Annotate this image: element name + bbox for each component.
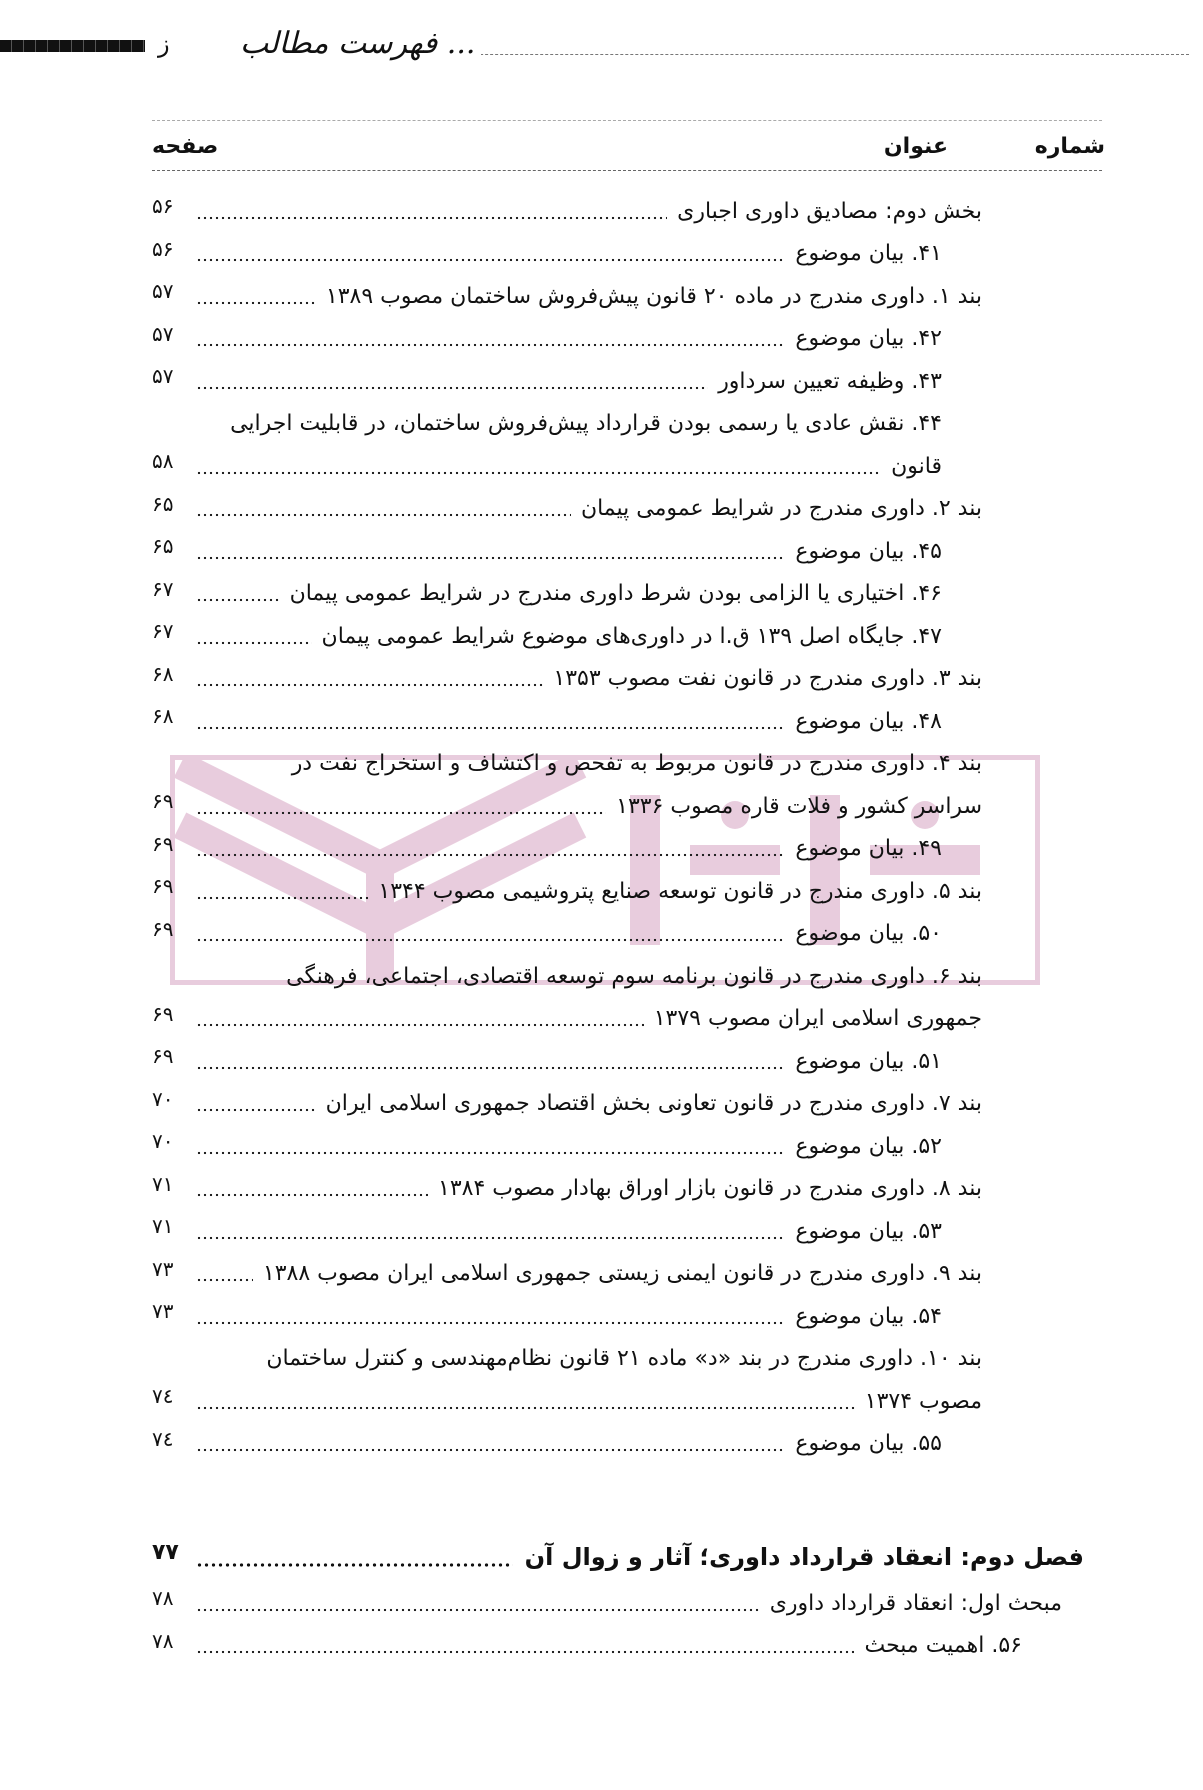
entry-page-number: ۵۸ [152,449,174,474]
column-title: عنوان [883,134,948,159]
entry-page-number: ۶۹ [152,874,174,899]
dot-leader [196,512,571,518]
dot-leader [196,1405,855,1411]
entry-title: جمهوری اسلامی ایران مصوب ۱۳۷۹ [653,1006,982,1032]
toc-entry[interactable] [152,1168,982,1211]
chapter-page-number: ۷۷ [152,1539,179,1565]
entry-page-number: ۷۱ [152,1171,174,1196]
entry-title: بند ۲. داوری مندرج در شرایط عمومی پیمان [580,496,982,522]
toc-entry[interactable] [152,1338,982,1381]
entry-page-number: ۵۷ [152,321,174,346]
entry-title: ۴۷. جایگاه اصل ۱۳۹ ق.ا در داوری‌های موضوع شرایط عمومی پیمان [321,623,942,649]
dot-leader [196,597,280,603]
toc-entry[interactable] [152,870,982,913]
entry-page-number: ۵۶ [152,236,174,261]
entry-page-number: ۷۱ [152,1214,174,1239]
entry-page-number: ۶۵ [152,491,174,516]
entry-title: سراسر کشور و فلات قاره مصوب ۱۳۳۶ [616,793,982,819]
entry-title: مبحث اول: انعقاد قرارداد داوری [769,1590,1062,1616]
dot-leader [196,342,785,348]
entry-title: ۵۵. بیان موضوع [795,1431,942,1457]
dot-leader [196,895,368,901]
toc-entry[interactable] [152,573,982,616]
running-title: ... فهرست مطالب [234,26,481,61]
entry-title: ۵۶. اهمیت مبحث [864,1633,1022,1659]
entry-title: ۴۳. وظیفه تعیین سرداور [718,368,942,394]
toc-entry[interactable] [152,1423,982,1466]
dot-leader [196,1235,785,1241]
dot-leader [196,1607,760,1613]
column-number: شماره [1034,134,1105,159]
toc-entry[interactable] [152,403,982,446]
entry-title: ۴۸. بیان موضوع [795,708,942,734]
dot-leader [196,1562,513,1568]
toc-entry[interactable] [152,913,982,956]
dot-leader [196,470,881,476]
entry-title: ۵۱. بیان موضوع [795,1048,942,1074]
entry-title: ۴۱. بیان موضوع [795,241,942,267]
entry-page-number: ۶۹ [152,1044,174,1069]
toc-entries [152,190,982,1465]
running-header [0,28,1203,68]
dot-leader [196,257,785,263]
toc-entry[interactable] [152,1040,982,1083]
dot-leader [196,682,543,688]
entry-title: بند ۵. داوری مندرج در قانون توسعه صنایع پتروشیمی مصوب ۱۳۴۴ [378,878,982,904]
header-rule [400,54,1189,55]
entry-page-number: ۷۳ [152,1299,174,1324]
entry-page-number: ۶۸ [152,661,174,686]
entry-page-number: ۷۰ [152,1129,174,1154]
dot-leader [196,385,708,391]
toc-entry[interactable] [152,275,982,318]
toc-entry[interactable] [152,530,982,573]
header-divider [152,170,1102,171]
entry-page-number: ۵۷ [152,279,174,304]
toc-entry[interactable] [152,1625,1062,1668]
entry-title: ۴۴. نقش عادی یا رسمی بودن قرارداد پیش‌فروش ساختمان، در قابلیت اجرایی [230,411,942,437]
dot-leader [196,1649,854,1655]
chapter-title: فصل دوم: انعقاد قرارداد داوری؛ آثار و زوال آن [524,1543,1084,1571]
entry-page-number: ۶۹ [152,789,174,814]
top-rule [152,120,1102,121]
dot-leader [196,215,667,221]
entry-page-number: ۶۹ [152,1001,174,1026]
entry-title: بند ۶. داوری مندرج در قانون برنامه سوم توسعه اقتصادی، اجتماعی، فرهنگی [286,963,982,989]
toc-entry[interactable] [152,700,982,743]
dot-leader [196,555,785,561]
entry-page-number: ۷٤ [152,1384,174,1409]
entry-page-number: ۶۹ [152,916,174,941]
dot-leader [196,852,785,858]
entry-title: قانون [891,453,942,479]
entry-page-number: ۷۳ [152,1256,174,1281]
entry-title: ۴۲. بیان موضوع [795,326,942,352]
dot-leader [196,1150,785,1156]
entry-page-number: ۵۷ [152,364,174,389]
toc-entry[interactable] [152,828,982,871]
toc-chapter-entry[interactable] [152,1534,1084,1580]
entry-title: ۴۵. بیان موضوع [795,538,942,564]
entry-title: ۵۴. بیان موضوع [795,1303,942,1329]
entry-page-number: ۶۷ [152,619,174,644]
entry-title: بند ۱. داوری مندرج در ماده ۲۰ قانون پیش‌فروش ساختمان مصوب ۱۳۸۹ [325,283,982,309]
entry-title: بند ۳. داوری مندرج در قانون نفت مصوب ۱۳۵۳ [553,666,982,692]
dot-leader [196,1107,316,1113]
entry-title: ۵۰. بیان موضوع [795,921,942,947]
toc-entry[interactable] [152,785,982,828]
toc-entry[interactable] [152,488,982,531]
entry-title: بند ۹. داوری مندرج در قانون ایمنی زیستی جمهوری اسلامی ایران مصوب ۱۳۸۸ [262,1261,982,1287]
toc-entry[interactable] [152,615,982,658]
entry-page-number: ۷۸ [152,1586,174,1611]
dot-leader [196,725,785,731]
toc-entry[interactable] [152,1295,982,1338]
entry-page-number: ۷٤ [152,1426,174,1451]
toc-entry[interactable] [152,318,982,361]
toc-entry[interactable] [152,1125,982,1168]
entry-page-number: ۶۵ [152,534,174,559]
dot-leader [196,1320,785,1326]
entry-page-number: ۶۷ [152,576,174,601]
entry-title: ۴۶. اختیاری یا الزامی بودن شرط داوری مندرج در شرایط عمومی پیمان [289,581,942,607]
entry-page-number: ۷۸ [152,1628,174,1653]
entry-title: ۵۳. بیان موضوع [795,1218,942,1244]
entry-title: ۴۹. بیان موضوع [795,836,942,862]
column-page: صفحه [152,134,219,159]
page-letter: ز [158,30,170,58]
toc-entry[interactable] [152,1253,982,1296]
dot-leader [196,810,606,816]
dot-leader [196,1065,785,1071]
entry-title: بند ۱۰. داوری مندرج در بند «د» ماده ۲۱ قانون نظام‌مهندسی و کنترل ساختمان [266,1346,982,1372]
entry-title: بخش دوم: مصادیق داوری اجباری [677,198,982,224]
entry-title: بند ۴. داوری مندرج در قانون مربوط به تفحص و اکتشاف و استخراج نفت در [291,751,982,777]
entry-page-number: ۶۹ [152,831,174,856]
entry-page-number: ۶۸ [152,704,174,729]
toc-entries-continued [152,1582,1062,1667]
dot-leader [196,1022,644,1028]
toc-entry[interactable] [152,233,982,276]
dot-leader [196,1277,253,1283]
toc-entry[interactable] [152,998,982,1041]
dot-leader [196,640,312,646]
dot-leader [196,300,316,306]
entry-title: بند ۷. داوری مندرج در قانون تعاونی بخش اقتصاد جمهوری اسلامی ایران [325,1091,982,1117]
header-bar [0,40,145,52]
toc-entry[interactable] [152,1582,1062,1625]
entry-page-number: ۷۰ [152,1086,174,1111]
toc-entry[interactable] [152,1210,982,1253]
dot-leader [196,1192,428,1198]
dot-leader [196,1447,785,1453]
entry-title: بند ۸. داوری مندرج در قانون بازار اوراق بهادار مصوب ۱۳۸۴ [438,1176,982,1202]
dot-leader [196,937,785,943]
toc-entry[interactable] [152,743,982,786]
toc-entry[interactable] [152,445,982,488]
toc-entry[interactable] [152,955,982,998]
toc-entry[interactable] [152,190,982,233]
toc-entry[interactable] [152,360,982,403]
entry-title: مصوب ۱۳۷۴ [864,1388,982,1414]
entry-title: ۵۲. بیان موضوع [795,1133,942,1159]
toc-entry[interactable] [152,1083,982,1126]
toc-entry[interactable] [152,658,982,701]
entry-page-number: ۵۶ [152,194,174,219]
toc-entry[interactable] [152,1380,982,1423]
